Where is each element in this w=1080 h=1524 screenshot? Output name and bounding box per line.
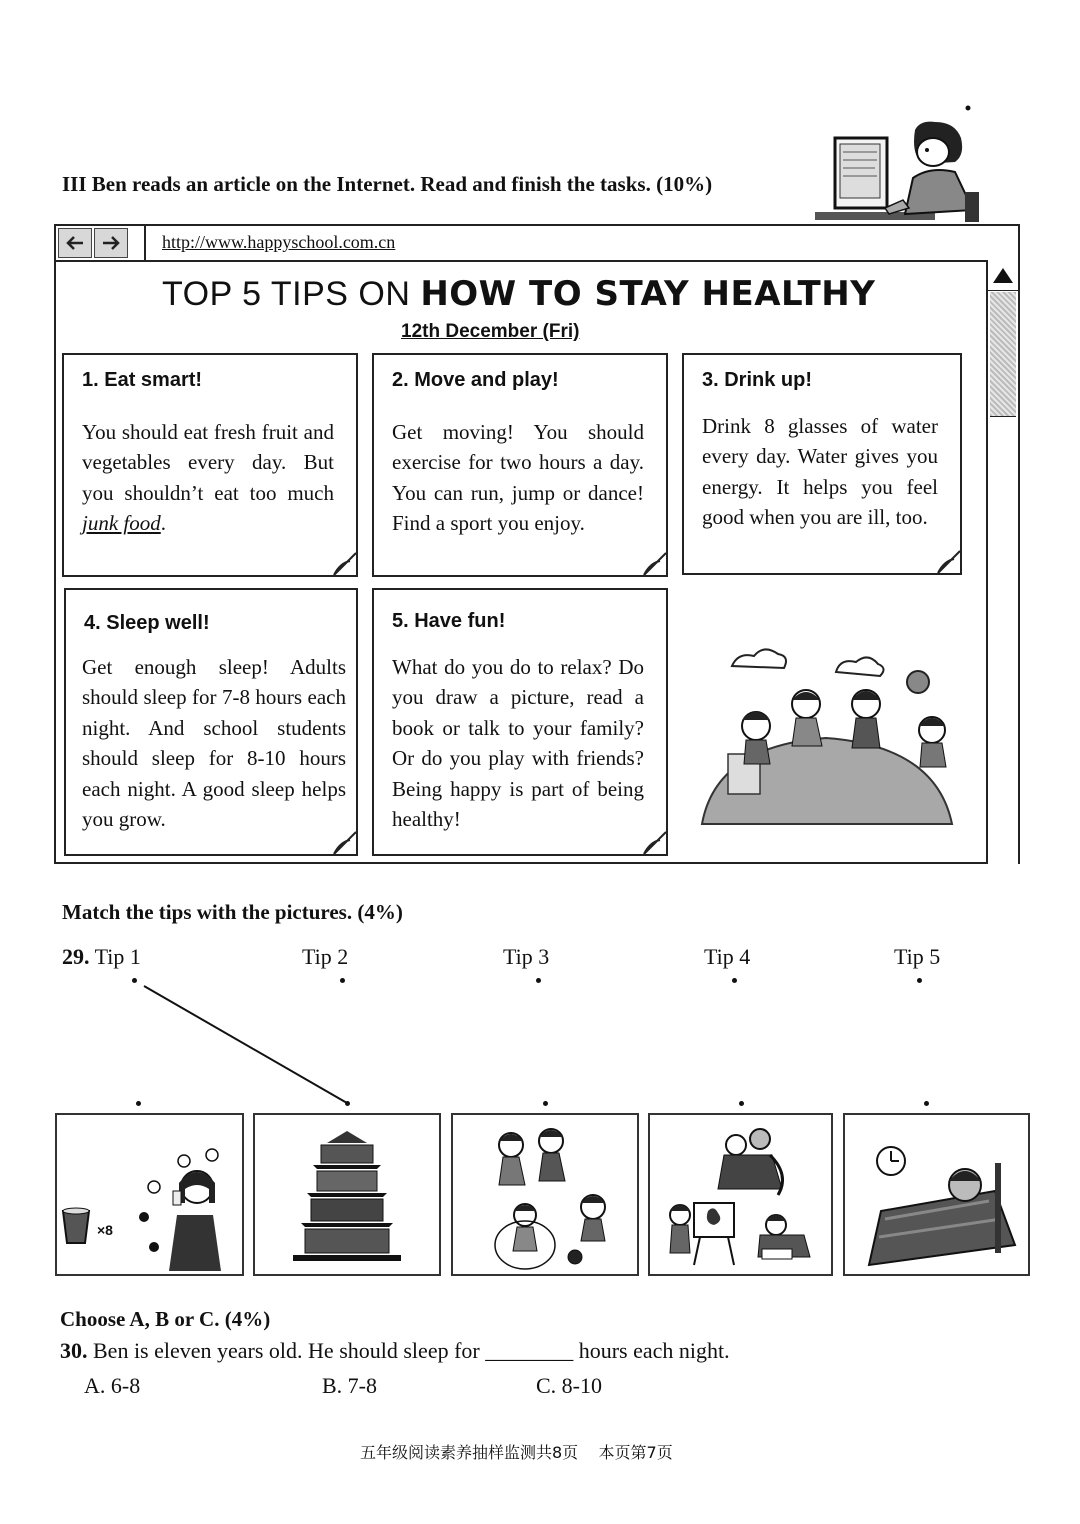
scroll-thumb[interactable] — [990, 292, 1016, 417]
page-fold-icon — [332, 551, 358, 577]
tip-body: What do you do to relax? Do you draw a picture, read a book or talk to your family? Or do you play with friends? Being happy is part of being healthy! — [392, 655, 644, 832]
match-heading: Match the tips with the pictures. (4%) — [62, 900, 403, 924]
browser-window — [54, 224, 1020, 864]
match-tip-5-label: Tip 5 — [894, 944, 941, 969]
arrow-right-icon — [101, 234, 121, 252]
kids-playing-illustration — [453, 1115, 637, 1274]
child-sleeping-illustration — [845, 1115, 1028, 1274]
question-number: 30. — [60, 1338, 88, 1363]
page-date: 12th December (Fri) — [401, 321, 580, 342]
tip-4-dot[interactable] — [732, 978, 737, 983]
scroll-up-button[interactable] — [988, 260, 1018, 291]
tip-body: You should eat fresh fruit and vegetables every day. But you shouldn’t eat too much junk food. — [82, 420, 334, 536]
choose-heading: Choose A, B or C. (4%) — [60, 1307, 271, 1331]
picture-food-pyramid — [253, 1113, 441, 1276]
tip-title: 2. Move and play! — [392, 369, 559, 391]
tip-2-dot[interactable] — [340, 978, 345, 983]
tip-card-5 — [372, 588, 668, 856]
match-tip-2-label: Tip 2 — [302, 944, 349, 969]
tip-card-4 — [64, 588, 358, 856]
page-title — [162, 274, 875, 314]
page-footer: 五年级阅读素养抽样监测共8页 本页第7页 — [360, 1443, 673, 1462]
tip-1-dot[interactable] — [132, 978, 137, 983]
tip-body: Get enough sleep! Adults should sleep for 7-8 hours each night. And school students should sleep for 8-10 hours each night. A good sleep helps you grow. — [82, 655, 346, 832]
browser-nav-bar — [56, 226, 1018, 262]
boy-at-computer-illustration — [805, 100, 985, 228]
food-pyramid-illustration — [255, 1115, 439, 1274]
girl-drinking-water-illustration — [57, 1115, 242, 1274]
option-a[interactable]: A. 6-8 — [84, 1373, 141, 1398]
match-tip-1-label: 29. Tip 1 — [62, 944, 141, 969]
picture-sleeping — [843, 1113, 1030, 1276]
match-tip-3-label: Tip 3 — [503, 944, 550, 969]
vertical-scrollbar[interactable] — [986, 260, 1018, 864]
picture-d-dot[interactable] — [739, 1101, 744, 1106]
back-button[interactable] — [58, 228, 92, 258]
tip-title: 1. Eat smart! — [82, 369, 203, 391]
question-number: 29. — [62, 944, 90, 969]
section-heading: III Ben reads an article on the Internet. Read and finish the tasks. (10%) — [62, 172, 713, 196]
tip-body: Get moving! You should exercise for two hours a day. You can run, jump or dance! Find a sport you enjoy. — [392, 420, 644, 536]
page-title-prefix: TOP 5 TIPS ON — [162, 275, 421, 313]
picture-family-activities — [648, 1113, 833, 1276]
picture-c-dot[interactable] — [543, 1101, 548, 1106]
question-text: Ben is eleven years old. He should sleep for ________ hours each night. — [93, 1338, 730, 1363]
triangle-up-icon — [991, 265, 1015, 285]
page-fold-icon — [642, 551, 668, 577]
tip-title: 5. Have fun! — [392, 610, 506, 632]
tip-body: Drink 8 glasses of water every day. Water gives you energy. It helps you feel good when you are ill, too. — [702, 414, 938, 530]
url-separator — [144, 226, 146, 260]
picture-e-dot[interactable] — [924, 1101, 929, 1106]
page-fold-icon — [642, 830, 668, 856]
kids-on-globe-illustration — [696, 646, 966, 826]
water-count-label: ×8 — [97, 1222, 113, 1238]
option-c[interactable]: C. 8-10 — [536, 1373, 602, 1398]
picture-kids-playing — [451, 1113, 639, 1276]
tip-emphasis: junk food — [82, 511, 161, 536]
arrow-left-icon — [65, 234, 85, 252]
tip-title: 3. Drink up! — [702, 369, 813, 391]
forward-button[interactable] — [94, 228, 128, 258]
match-tip-4-label: Tip 4 — [704, 944, 751, 969]
page-title-bold: HOW TO STAY HEALTHY — [420, 274, 876, 314]
family-activities-illustration — [650, 1115, 831, 1274]
page-fold-icon — [936, 549, 962, 575]
picture-a-dot[interactable] — [136, 1101, 141, 1106]
picture-b-dot[interactable] — [345, 1101, 350, 1106]
option-b[interactable]: B. 7-8 — [322, 1373, 377, 1398]
question-30 — [60, 1338, 730, 1364]
tip-title: 4. Sleep well! — [84, 612, 210, 634]
picture-drinking-water — [55, 1113, 244, 1276]
tip-5-dot[interactable] — [917, 978, 922, 983]
tip-card-1 — [62, 353, 358, 577]
tip-card-3 — [682, 353, 962, 575]
tip-3-dot[interactable] — [536, 978, 541, 983]
tip-card-2 — [372, 353, 668, 577]
page-fold-icon — [332, 830, 358, 856]
address-bar-url[interactable]: http://www.happyschool.com.cn — [162, 232, 396, 252]
